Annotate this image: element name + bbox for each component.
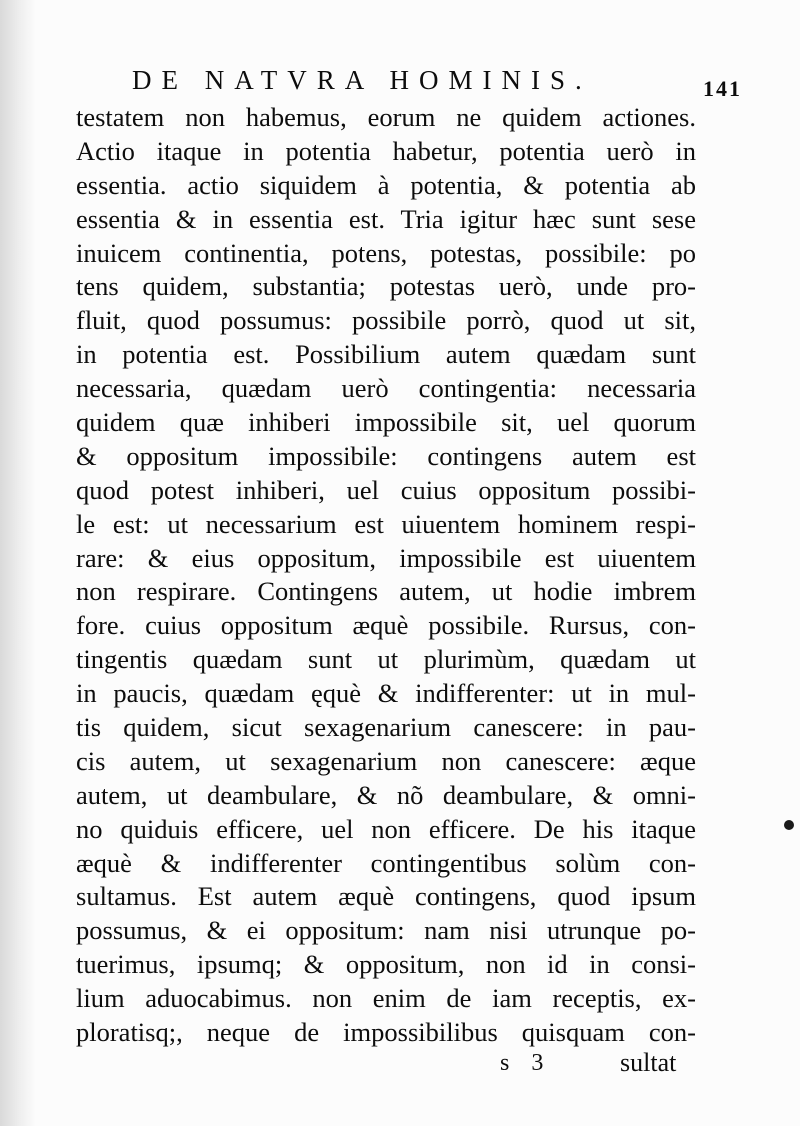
text-line: cis autem, ut sexagenarium non canescere: æque bbox=[76, 745, 696, 776]
running-head: DE NATVRA HOMINIS. bbox=[132, 65, 592, 95]
text-line: le est: ut necessarium est uiuentem hominem respi- bbox=[76, 508, 696, 539]
text-line: quod potest inhiberi, uel cuius oppositum possibi- bbox=[76, 474, 696, 505]
text-line: tis quidem, sicut sexagenarium canescere: in pau- bbox=[76, 712, 696, 743]
text-line: fluit, quod possumus: possibile porrò, quod ut sit, bbox=[76, 305, 696, 336]
body-text bbox=[76, 101, 696, 1050]
text-line: necessaria, quædam uerò contingentia: necessaria bbox=[76, 373, 696, 404]
text-line: testatem non habemus, eorum ne quidem actiones. bbox=[76, 102, 696, 132]
catchword: sultat bbox=[620, 1048, 677, 1077]
text-line: tingentis quædam sunt ut plurimùm, quædam ut bbox=[76, 644, 696, 675]
gutter-shadow bbox=[0, 0, 36, 1126]
text-line: essentia & in essentia est. Tria igitur hæc sunt sese bbox=[76, 203, 696, 234]
page-number: 141 bbox=[703, 76, 742, 101]
page-footer bbox=[0, 1046, 800, 1080]
page-header bbox=[0, 62, 800, 102]
text-line: sultamus. Est autem æquè contingens, quod ipsum bbox=[76, 881, 696, 912]
signature-mark: s 3 bbox=[500, 1050, 552, 1076]
text-line: rare: & eius oppositum, impossibile est uiuentem bbox=[76, 542, 696, 573]
text-line: possumus, & ei oppositum: nam nisi utrunque po- bbox=[76, 915, 696, 946]
text-line: essentia. actio siquidem à potentia, & potentia ab bbox=[76, 169, 696, 200]
ink-blot bbox=[784, 820, 794, 830]
text-line: in potentia est. Possibilium autem quædam sunt bbox=[76, 339, 696, 370]
text-line: quidem quæ inhiberi impossibile sit, uel quorum bbox=[76, 407, 696, 438]
text-line: inuicem continentia, potens, potestas, possibile: po bbox=[76, 237, 696, 268]
text-line: tuerimus, ipsumq; & oppositum, non id in consi- bbox=[76, 949, 696, 980]
text-line: ploratisq;, neque de impossibilibus quisquam con- bbox=[76, 1017, 696, 1048]
text-line: & oppositum impossibile: contingens autem est bbox=[76, 440, 696, 471]
text-line: in paucis, quædam ęquè & indifferenter: ut in mul- bbox=[76, 678, 696, 709]
text-line: no quiduis efficere, uel non efficere. De his itaque bbox=[76, 813, 696, 844]
text-line: fore. cuius oppositum æquè possibile. Rursus, con- bbox=[76, 610, 696, 641]
text-line: tens quidem, substantia; potestas uerò, unde pro- bbox=[76, 271, 696, 302]
text-line: autem, ut deambulare, & nõ deambulare, & omni- bbox=[76, 779, 696, 810]
text-line: Actio itaque in potentia habetur, potentia uerò in bbox=[76, 135, 696, 166]
text-line: non respirare. Contingens autem, ut hodie imbrem bbox=[76, 576, 696, 607]
text-line: æquè & indifferenter contingentibus solùm con- bbox=[76, 847, 696, 878]
text-line: lium aduocabimus. non enim de iam receptis, ex- bbox=[76, 983, 696, 1014]
